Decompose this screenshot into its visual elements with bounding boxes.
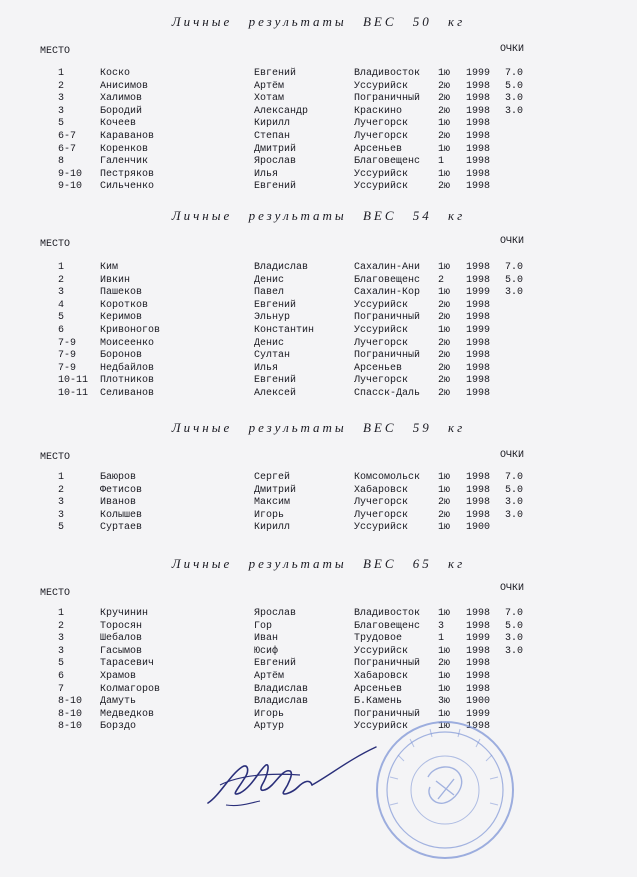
place-cell: 5: [58, 658, 65, 670]
place-cell: 2: [58, 80, 65, 92]
points-cell: 3.0: [505, 105, 524, 117]
year-cell: 1998: [466, 80, 491, 92]
surname-cell: Торосян: [100, 620, 143, 632]
section-title: Личные результаты ВЕС 54 кг: [171, 208, 466, 223]
place-cell: 3: [58, 93, 65, 105]
rank-cell: 1ю: [438, 721, 451, 733]
rank-cell: 1ю: [438, 143, 451, 155]
points-cell: 3.0: [505, 509, 524, 521]
result-row: [0, 621, 637, 634]
year-cell: 1999: [466, 708, 491, 720]
result-row: [0, 696, 637, 709]
year-cell: 1998: [466, 608, 491, 619]
surname-cell: Кручинин: [100, 608, 149, 619]
firstname-cell: Кирилл: [254, 118, 291, 130]
year-cell: 1998: [466, 299, 491, 311]
year-cell: 1998: [466, 143, 491, 155]
rank-cell: 1: [438, 156, 445, 168]
place-cell: 3: [58, 287, 65, 299]
year-cell: 1998: [466, 721, 491, 733]
city-cell: Лучегорск: [354, 130, 409, 142]
rank-cell: 2ю: [438, 93, 451, 105]
result-row: [0, 106, 637, 119]
result-row: [0, 68, 637, 81]
firstname-cell: Максим: [254, 497, 291, 509]
firstname-cell: Илья: [254, 168, 279, 180]
points-header: ОЧКИ: [500, 450, 525, 461]
place-cell: 6-7: [58, 143, 77, 155]
place-cell: 1: [58, 608, 65, 619]
city-cell: Пограничный: [354, 658, 421, 670]
surname-cell: Бородий: [100, 105, 143, 117]
result-row: [0, 169, 637, 182]
result-row: [0, 633, 637, 646]
result-row: [0, 388, 637, 401]
firstname-cell: Юсиф: [254, 645, 279, 657]
firstname-cell: Эльнур: [254, 312, 291, 324]
rank-cell: 1ю: [438, 262, 451, 273]
rank-cell: 1ю: [438, 118, 451, 130]
rank-cell: 1ю: [438, 168, 451, 180]
surname-cell: Иванов: [100, 497, 137, 509]
points-cell: 5.0: [505, 484, 524, 496]
city-cell: Уссурийск: [354, 522, 409, 534]
rank-cell: 2ю: [438, 337, 451, 349]
year-cell: 1999: [466, 324, 491, 336]
year-cell: 1998: [466, 130, 491, 142]
place-cell: 6: [58, 670, 65, 682]
result-row: [0, 144, 637, 157]
result-row: [0, 287, 637, 300]
surname-cell: Боронов: [100, 350, 143, 362]
city-cell: Лучегорск: [354, 118, 409, 130]
result-row: [0, 81, 637, 94]
year-cell: 1998: [466, 312, 491, 324]
city-cell: Лучегорск: [354, 337, 409, 349]
city-cell: Сахалин-Кор: [354, 287, 421, 299]
place-cell: 5: [58, 118, 65, 130]
result-row: [0, 312, 637, 325]
surname-cell: Коротков: [100, 299, 149, 311]
surname-cell: Тарасевич: [100, 658, 155, 670]
place-cell: 6: [58, 324, 65, 336]
rank-cell: 1ю: [438, 324, 451, 336]
signature-icon: [200, 745, 380, 815]
city-cell: Владивосток: [354, 608, 421, 619]
firstname-cell: Дмитрий: [254, 484, 297, 496]
surname-cell: Храмов: [100, 670, 137, 682]
rank-cell: 2ю: [438, 312, 451, 324]
points-cell: 5.0: [505, 620, 524, 632]
firstname-cell: Алексей: [254, 387, 297, 399]
place-cell: 8-10: [58, 696, 83, 708]
surname-cell: Селиванов: [100, 387, 155, 399]
points-cell: 3.0: [505, 287, 524, 299]
surname-cell: Коско: [100, 68, 131, 79]
year-cell: 1998: [466, 645, 491, 657]
year-cell: 1998: [466, 262, 491, 273]
surname-cell: Анисимов: [100, 80, 149, 92]
year-cell: 1998: [466, 93, 491, 105]
year-cell: 1998: [466, 620, 491, 632]
result-row: [0, 350, 637, 363]
firstname-cell: Ярослав: [254, 156, 297, 168]
city-cell: Уссурийск: [354, 645, 409, 657]
firstname-cell: Артур: [254, 721, 285, 733]
result-row: [0, 181, 637, 194]
result-row: [0, 338, 637, 351]
result-row: [0, 131, 637, 144]
firstname-cell: Гор: [254, 620, 273, 632]
city-cell: Благовещенс: [354, 620, 421, 632]
result-row: [0, 510, 637, 523]
place-cell: 1: [58, 472, 65, 483]
place-cell: 3: [58, 633, 65, 645]
rank-cell: 2ю: [438, 362, 451, 374]
result-row: [0, 497, 637, 510]
city-cell: Благовещенс: [354, 156, 421, 168]
rank-cell: 2ю: [438, 181, 451, 193]
city-cell: Лучегорск: [354, 509, 409, 521]
surname-cell: Караванов: [100, 130, 155, 142]
rank-cell: 2ю: [438, 130, 451, 142]
place-cell: 7-9: [58, 362, 77, 374]
results-list: [0, 68, 637, 194]
city-cell: Краскино: [354, 105, 403, 117]
points-cell: 7.0: [505, 68, 524, 79]
surname-cell: Фетисов: [100, 484, 143, 496]
firstname-cell: Евгений: [254, 68, 297, 79]
firstname-cell: Артём: [254, 670, 285, 682]
rank-cell: 2ю: [438, 497, 451, 509]
city-cell: Благовещенс: [354, 274, 421, 286]
result-row: [0, 262, 637, 275]
place-cell: 7-9: [58, 350, 77, 362]
results-list: [0, 262, 637, 401]
year-cell: 1998: [466, 274, 491, 286]
place-cell: 2: [58, 620, 65, 632]
rank-cell: 1ю: [438, 683, 451, 695]
surname-cell: Колмагоров: [100, 683, 161, 695]
year-cell: 1998: [466, 497, 491, 509]
place-cell: 3: [58, 105, 65, 117]
firstname-cell: Евгений: [254, 181, 297, 193]
result-row: [0, 93, 637, 106]
place-cell: 8: [58, 156, 65, 168]
year-cell: 1998: [466, 375, 491, 387]
city-cell: Сахалин-Ани: [354, 262, 421, 273]
city-cell: Трудовое: [354, 633, 403, 645]
city-cell: Уссурийск: [354, 181, 409, 193]
year-cell: 1998: [466, 337, 491, 349]
rank-cell: 1ю: [438, 670, 451, 682]
city-cell: Хабаровск: [354, 670, 409, 682]
city-cell: Уссурийск: [354, 721, 409, 733]
firstname-cell: Степан: [254, 130, 291, 142]
surname-cell: Медведков: [100, 708, 155, 720]
points-header: ОЧКИ: [500, 236, 525, 247]
firstname-cell: Константин: [254, 324, 315, 336]
rank-cell: 1ю: [438, 287, 451, 299]
city-cell: Лучегорск: [354, 497, 409, 509]
rank-cell: 1: [438, 633, 445, 645]
firstname-cell: Дмитрий: [254, 143, 297, 155]
place-header: МЕСТО: [40, 452, 71, 463]
place-cell: 4: [58, 299, 65, 311]
results-list: [0, 472, 637, 535]
place-cell: 7-9: [58, 337, 77, 349]
city-cell: Лучегорск: [354, 375, 409, 387]
result-row: [0, 375, 637, 388]
city-cell: Уссурийск: [354, 299, 409, 311]
firstname-cell: Артём: [254, 80, 285, 92]
firstname-cell: Илья: [254, 362, 279, 374]
surname-cell: Суртаев: [100, 522, 143, 534]
surname-cell: Баюров: [100, 472, 137, 483]
points-cell: 3.0: [505, 93, 524, 105]
place-cell: 8-10: [58, 708, 83, 720]
rank-cell: 1ю: [438, 645, 451, 657]
points-cell: 5.0: [505, 80, 524, 92]
year-cell: 1999: [466, 287, 491, 299]
firstname-cell: Владислав: [254, 696, 309, 708]
city-cell: Хабаровск: [354, 484, 409, 496]
result-row: [0, 325, 637, 338]
year-cell: 1998: [466, 472, 491, 483]
firstname-cell: Евгений: [254, 299, 297, 311]
year-cell: 1998: [466, 683, 491, 695]
rank-cell: 1ю: [438, 608, 451, 619]
surname-cell: Ким: [100, 262, 119, 273]
year-cell: 1999: [466, 68, 491, 79]
points-cell: 3.0: [505, 497, 524, 509]
city-cell: Арсеньев: [354, 143, 403, 155]
result-row: [0, 671, 637, 684]
surname-cell: Пашеков: [100, 287, 143, 299]
place-cell: 1: [58, 262, 65, 273]
rank-cell: 2ю: [438, 350, 451, 362]
place-cell: 10-11: [58, 387, 89, 399]
points-header: ОЧКИ: [500, 583, 525, 594]
firstname-cell: Кирилл: [254, 522, 291, 534]
firstname-cell: Евгений: [254, 375, 297, 387]
rank-cell: 2: [438, 274, 445, 286]
year-cell: 1998: [466, 350, 491, 362]
city-cell: Комсомольск: [354, 472, 421, 483]
result-row: [0, 275, 637, 288]
result-row: [0, 721, 637, 734]
year-cell: 1998: [466, 105, 491, 117]
year-cell: 1998: [466, 658, 491, 670]
points-cell: 7.0: [505, 262, 524, 273]
result-row: [0, 658, 637, 671]
year-cell: 1998: [466, 387, 491, 399]
place-header: МЕСТО: [40, 46, 71, 57]
place-cell: 6-7: [58, 130, 77, 142]
surname-cell: Коренков: [100, 143, 149, 155]
place-cell: 2: [58, 274, 65, 286]
year-cell: 1998: [466, 362, 491, 374]
rank-cell: 3ю: [438, 696, 451, 708]
year-cell: 1998: [466, 670, 491, 682]
surname-cell: Халимов: [100, 93, 143, 105]
surname-cell: Шебалов: [100, 633, 143, 645]
rank-cell: 2ю: [438, 387, 451, 399]
city-cell: Пограничный: [354, 350, 421, 362]
place-cell: 3: [58, 509, 65, 521]
rank-cell: 2ю: [438, 105, 451, 117]
year-cell: 1900: [466, 696, 491, 708]
city-cell: Уссурийск: [354, 168, 409, 180]
city-cell: Пограничный: [354, 93, 421, 105]
firstname-cell: Евгений: [254, 658, 297, 670]
surname-cell: Недбайлов: [100, 362, 155, 374]
firstname-cell: Игорь: [254, 708, 285, 720]
city-cell: Спасск-Даль: [354, 387, 421, 399]
surname-cell: Моисеенко: [100, 337, 155, 349]
place-header: МЕСТО: [40, 239, 71, 250]
place-cell: 5: [58, 312, 65, 324]
points-cell: 3.0: [505, 645, 524, 657]
section-title: Личные результаты ВЕС 50 кг: [171, 14, 466, 29]
year-cell: 1999: [466, 633, 491, 645]
rank-cell: 1ю: [438, 522, 451, 534]
firstname-cell: Ярослав: [254, 608, 297, 619]
results-list: [0, 608, 637, 734]
year-cell: 1900: [466, 522, 491, 534]
place-cell: 2: [58, 484, 65, 496]
city-cell: Б.Камень: [354, 696, 403, 708]
place-cell: 3: [58, 497, 65, 509]
surname-cell: Колышев: [100, 509, 143, 521]
rank-cell: 2ю: [438, 80, 451, 92]
rank-cell: 1ю: [438, 472, 451, 483]
firstname-cell: Владислав: [254, 262, 309, 273]
firstname-cell: Владислав: [254, 683, 309, 695]
surname-cell: Ивкин: [100, 274, 131, 286]
result-row: [0, 684, 637, 697]
rank-cell: 2ю: [438, 299, 451, 311]
place-cell: 5: [58, 522, 65, 534]
city-cell: Пограничный: [354, 708, 421, 720]
firstname-cell: Сергей: [254, 472, 291, 483]
result-row: [0, 522, 637, 535]
place-cell: 8-10: [58, 721, 83, 733]
points-cell: 5.0: [505, 274, 524, 286]
city-cell: Уссурийск: [354, 80, 409, 92]
result-row: [0, 363, 637, 376]
year-cell: 1998: [466, 181, 491, 193]
points-cell: 3.0: [505, 633, 524, 645]
surname-cell: Кочеев: [100, 118, 137, 130]
firstname-cell: Денис: [254, 274, 285, 286]
surname-cell: Пестряков: [100, 168, 155, 180]
year-cell: 1998: [466, 118, 491, 130]
city-cell: Арсеньев: [354, 683, 403, 695]
stamp-icon: [370, 715, 520, 865]
surname-cell: Галенчик: [100, 156, 149, 168]
surname-cell: Борздо: [100, 721, 137, 733]
result-row: [0, 156, 637, 169]
place-cell: 9-10: [58, 181, 83, 193]
year-cell: 1998: [466, 484, 491, 496]
city-cell: Арсеньев: [354, 362, 403, 374]
firstname-cell: Александр: [254, 105, 309, 117]
place-cell: 9-10: [58, 168, 83, 180]
place-cell: 1: [58, 68, 65, 79]
section-title: Личные результаты ВЕС 59 кг: [171, 420, 466, 435]
rank-cell: 1ю: [438, 484, 451, 496]
result-row: [0, 118, 637, 131]
firstname-cell: Хотам: [254, 93, 285, 105]
rank-cell: 1ю: [438, 708, 451, 720]
result-row: [0, 646, 637, 659]
firstname-cell: Игорь: [254, 509, 285, 521]
section-title: Личные результаты ВЕС 65 кг: [171, 556, 466, 571]
surname-cell: Сильченко: [100, 181, 155, 193]
surname-cell: Гасымов: [100, 645, 143, 657]
result-row: [0, 472, 637, 485]
rank-cell: 1ю: [438, 68, 451, 79]
year-cell: 1998: [466, 168, 491, 180]
points-cell: 7.0: [505, 608, 524, 619]
rank-cell: 3: [438, 620, 445, 632]
city-cell: Владивосток: [354, 68, 421, 79]
surname-cell: Плотников: [100, 375, 155, 387]
city-cell: Уссурийск: [354, 324, 409, 336]
surname-cell: Дамуть: [100, 696, 137, 708]
firstname-cell: Султан: [254, 350, 291, 362]
surname-cell: Кривоногов: [100, 324, 161, 336]
firstname-cell: Денис: [254, 337, 285, 349]
rank-cell: 2ю: [438, 658, 451, 670]
place-header: МЕСТО: [40, 588, 71, 599]
rank-cell: 2ю: [438, 509, 451, 521]
firstname-cell: Иван: [254, 633, 279, 645]
year-cell: 1998: [466, 156, 491, 168]
rank-cell: 2ю: [438, 375, 451, 387]
place-cell: 7: [58, 683, 65, 695]
result-row: [0, 485, 637, 498]
place-cell: 10-11: [58, 375, 89, 387]
points-cell: 7.0: [505, 472, 524, 483]
result-row: [0, 709, 637, 722]
points-header: ОЧКИ: [500, 44, 525, 55]
firstname-cell: Павел: [254, 287, 285, 299]
surname-cell: Керимов: [100, 312, 143, 324]
year-cell: 1998: [466, 509, 491, 521]
result-row: [0, 608, 637, 621]
city-cell: Пограничный: [354, 312, 421, 324]
place-cell: 3: [58, 645, 65, 657]
result-row: [0, 300, 637, 313]
